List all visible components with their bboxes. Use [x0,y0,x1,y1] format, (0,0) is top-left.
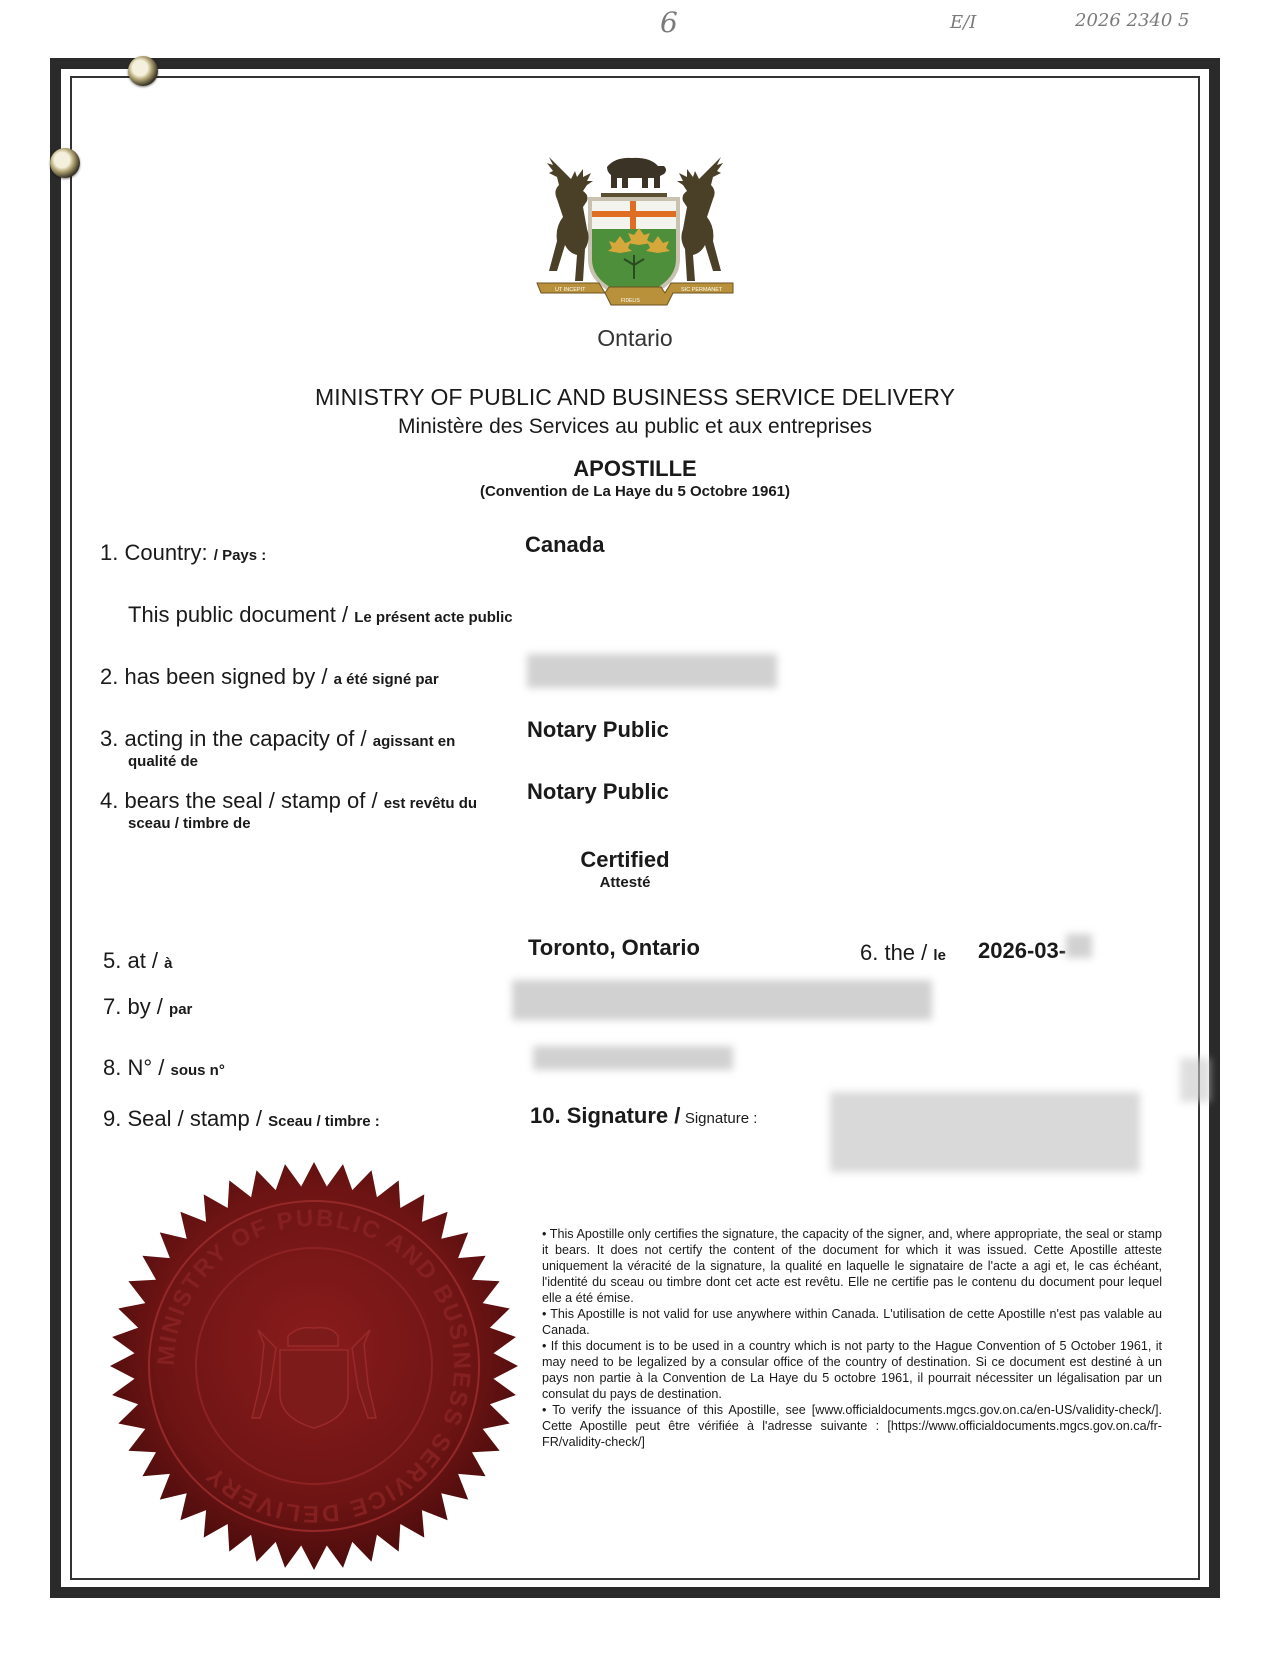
country-label [100,540,266,566]
capacity-label-en: 3. acting in the capacity of / [100,726,367,751]
place-label-fr: à [164,955,173,972]
signature-label [530,1103,757,1129]
signed-by-label [100,664,439,690]
date-value: 2026-03- [978,938,1067,963]
issuer-label-en: 7. by / [103,994,163,1019]
stamp-label-en: 9. Seal / stamp / [103,1106,262,1131]
rivet-top [128,56,158,86]
convention-note: (Convention de La Haye du 5 Octobre 1961) [479,483,791,500]
handwritten-code: E/I [950,12,977,33]
province-name: Ontario [597,325,673,351]
place-value: Toronto, Ontario [528,935,700,960]
stamp-label-fr: Sceau / timbre : [268,1113,380,1130]
place-label [103,948,173,974]
note-item: • This Apostille is not valid for use anywhere within Canada. L'utilisation de cette Apostille n'est pas valable au Canada. [542,1307,1162,1337]
capacity-label-fr: agissant en [372,733,456,750]
apostille-notes [542,1226,1162,1450]
seal-of-label-en: 4. bears the seal / stamp of / [100,788,378,813]
handwritten-ref: 2026 2340 5 [1075,10,1190,31]
note-item: • To verify the issuance of this Apostille, see [www.officialdocuments.mgcs.gov.on.ca/en-US/validity-check/]. Cette Apostille peut être vérifiée à l'adresse suivante : [https://www.officialdocuments.mgcs.gov.on.ca/fr-FR/validity-check/] [542,1403,1162,1449]
country-label-fr: / Pays : [213,547,267,564]
note-item: • If this document is to be used in a country which is not party to the Hague Convention of 5 October 1961, it may need to be legalized by a consular office of the country of destination. Si ce document est destiné à un pays non partie à la Convention de La Haye du 5 octobre 1961, il pourrait nécessiter un légalisation par un consulat du pays de destination. [542,1339,1162,1401]
country-value: Canada [525,532,605,557]
rivet-left [50,148,80,178]
ministry-title-en: MINISTRY OF PUBLIC AND BUSINESS SERVICE DELIVERY [315,384,955,410]
signed-by-label-fr: a été signé par [333,671,439,688]
capacity-label-fr-2: qualité de [128,753,199,770]
certified-heading-fr: Attesté [599,874,651,891]
document-title: APOSTILLE [573,456,697,481]
number-label-en: 8. N° / [103,1055,165,1080]
seal-of-label-fr: est revêtu du [383,795,478,812]
signature-label-fr: Signature : [684,1110,758,1127]
motto-right: SIC PERMANET [681,287,723,293]
motto-left: UT INCEPIT [555,287,586,293]
redacted-signer-name [527,654,777,688]
handwritten-mark: 6 [660,6,678,39]
signature-label-en: 10. Signature / [530,1103,681,1128]
ontario-coat-of-arms-icon [535,155,735,330]
number-label-fr: sous n° [170,1062,225,1079]
capacity-label [100,726,455,752]
public-document-fr: Le présent acte public [354,609,513,626]
country-label-en: 1. Country: [100,540,208,565]
seal-ring-text: MINISTRY OF PUBLIC AND BUSINESS SERVICE DELIVERY [152,1204,476,1528]
date-label [860,940,946,966]
number-label [103,1055,225,1081]
public-document-line [128,602,513,628]
redacted-signature [830,1092,1140,1172]
date-label-fr: le [933,947,946,964]
issuer-label-fr: par [169,1001,193,1018]
redacted-issuer-name [512,980,932,1020]
seal-of-value: Notary Public [527,779,669,804]
issuer-label [103,994,192,1020]
place-label-en: 5. at / [103,948,159,973]
seal-of-label-fr-2: sceau / timbre de [128,815,251,832]
redacted-number [533,1046,733,1070]
signed-by-label-en: 2. has been signed by / [100,664,328,689]
date-label-en: 6. the / [860,940,928,965]
capacity-value: Notary Public [527,717,669,742]
stamp-label [103,1106,380,1132]
ministry-title-fr: Ministère des Services au public et aux entreprises [398,415,872,438]
redacted-date-day [1066,934,1092,958]
motto-center: FIDELIS [621,298,640,304]
red-wax-seal [108,1160,520,1572]
certified-heading: Certified [580,847,670,872]
public-document-en: This public document / [128,602,349,627]
redacted-signature-tail [1180,1058,1210,1102]
seal-of-label [100,788,477,814]
note-item: • This Apostille only certifies the signature, the capacity of the signer, and, where appropriate, the seal or stamp it bears. It does not certify the content of the document for which it was issued. Cette Apostille atteste uniquement la véracité de la signature, la qualité en laquelle le signataire de l'acte a agi et, le cas échéant, l'identité du sceau ou timbre dont cet acte est revêtu. Elle ne certifie pas le contenu du document pour lequel elle a été émise. [542,1227,1162,1305]
